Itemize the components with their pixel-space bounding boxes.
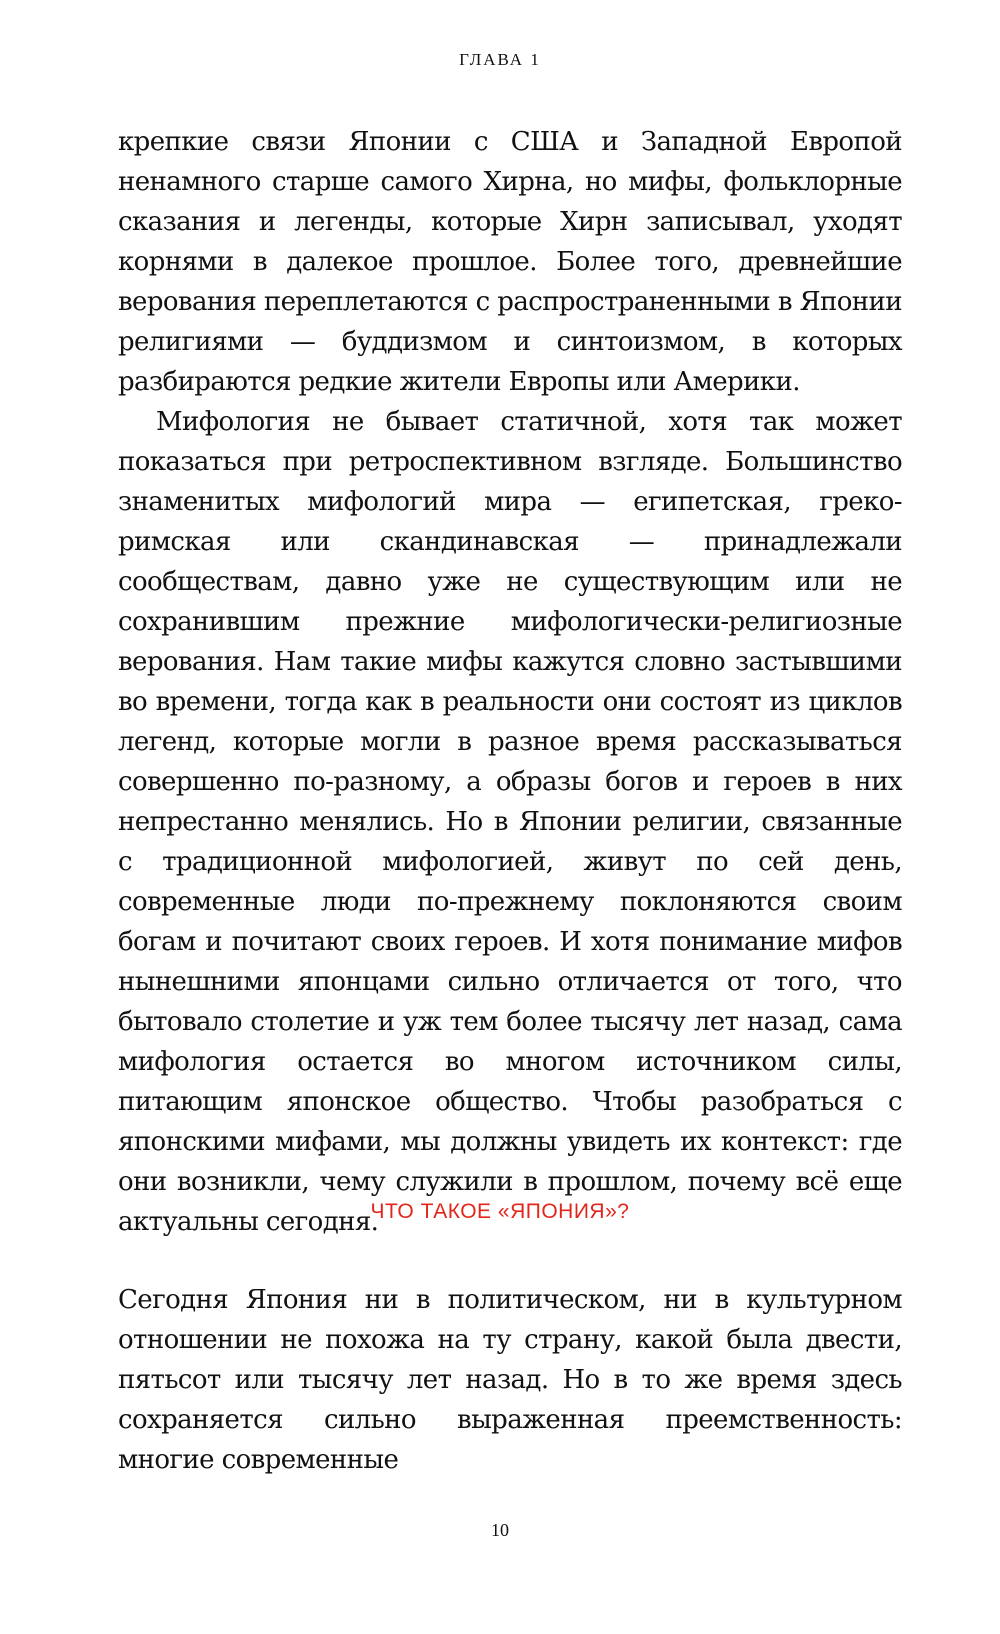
page-number: 10 (491, 1520, 509, 1540)
body-text (118, 122, 902, 1242)
section-heading: ЧТО ТАКОЕ «ЯПОНИЯ»? (370, 1200, 630, 1223)
section-body-text (118, 1280, 902, 1480)
running-head: ГЛАВА 1 (459, 50, 541, 69)
paragraph-continuation: крепкие связи Японии с США и Западной Европой ненамного старше самого Хирна, но мифы, фольклорные сказания и легенды, которые Хирн записывал, уходят корнями в далекое прошлое. Более того, древнейшие верования переплетаются с распространенными в Японии религиями — буддизмом и синтоизмом, в которых разбираются редкие жители Европы или Америки. (118, 127, 902, 397)
paragraph-mythology: Мифология не бывает статичной, хотя так может показаться при ретроспективном взгляде. Большинство знаменитых мифологий мира — египетская, греко-римская или скандинавская — принадлежали сообществам, давно уже не существующим или не сохранившим прежние мифологически-религиозные верования. Нам такие мифы кажутся словно застывшими во времени, тогда как в реальности они состоят из циклов легенд, которые могли в разное время рассказываться совершенно по-разному, а образы богов и героев в них непрестанно менялись. Но в Японии религии, связанные с традиционной мифологией, живут по сей день, современные люди по-прежнему поклоняются своим богам и почитают своих героев. И хотя понимание мифов нынешними японцами сильно отличается от того, что бытовало столетие и уж тем более тысячу лет назад, сама мифология остается во многом источником силы, питающим японское общество. Чтобы разобраться с японскими мифами, мы должны увидеть их контекст: где они возникли, чему служили в прошлом, почему всё еще актуальны сегодня. (118, 407, 902, 1237)
paragraph-japan-today: Сегодня Япония ни в политическом, ни в культурном отношении не похожа на ту страну, какой была двести, пятьсот или тысячу лет назад. Но в то же время здесь сохраняется сильно выраженная преемственность: многие современные (118, 1285, 902, 1475)
